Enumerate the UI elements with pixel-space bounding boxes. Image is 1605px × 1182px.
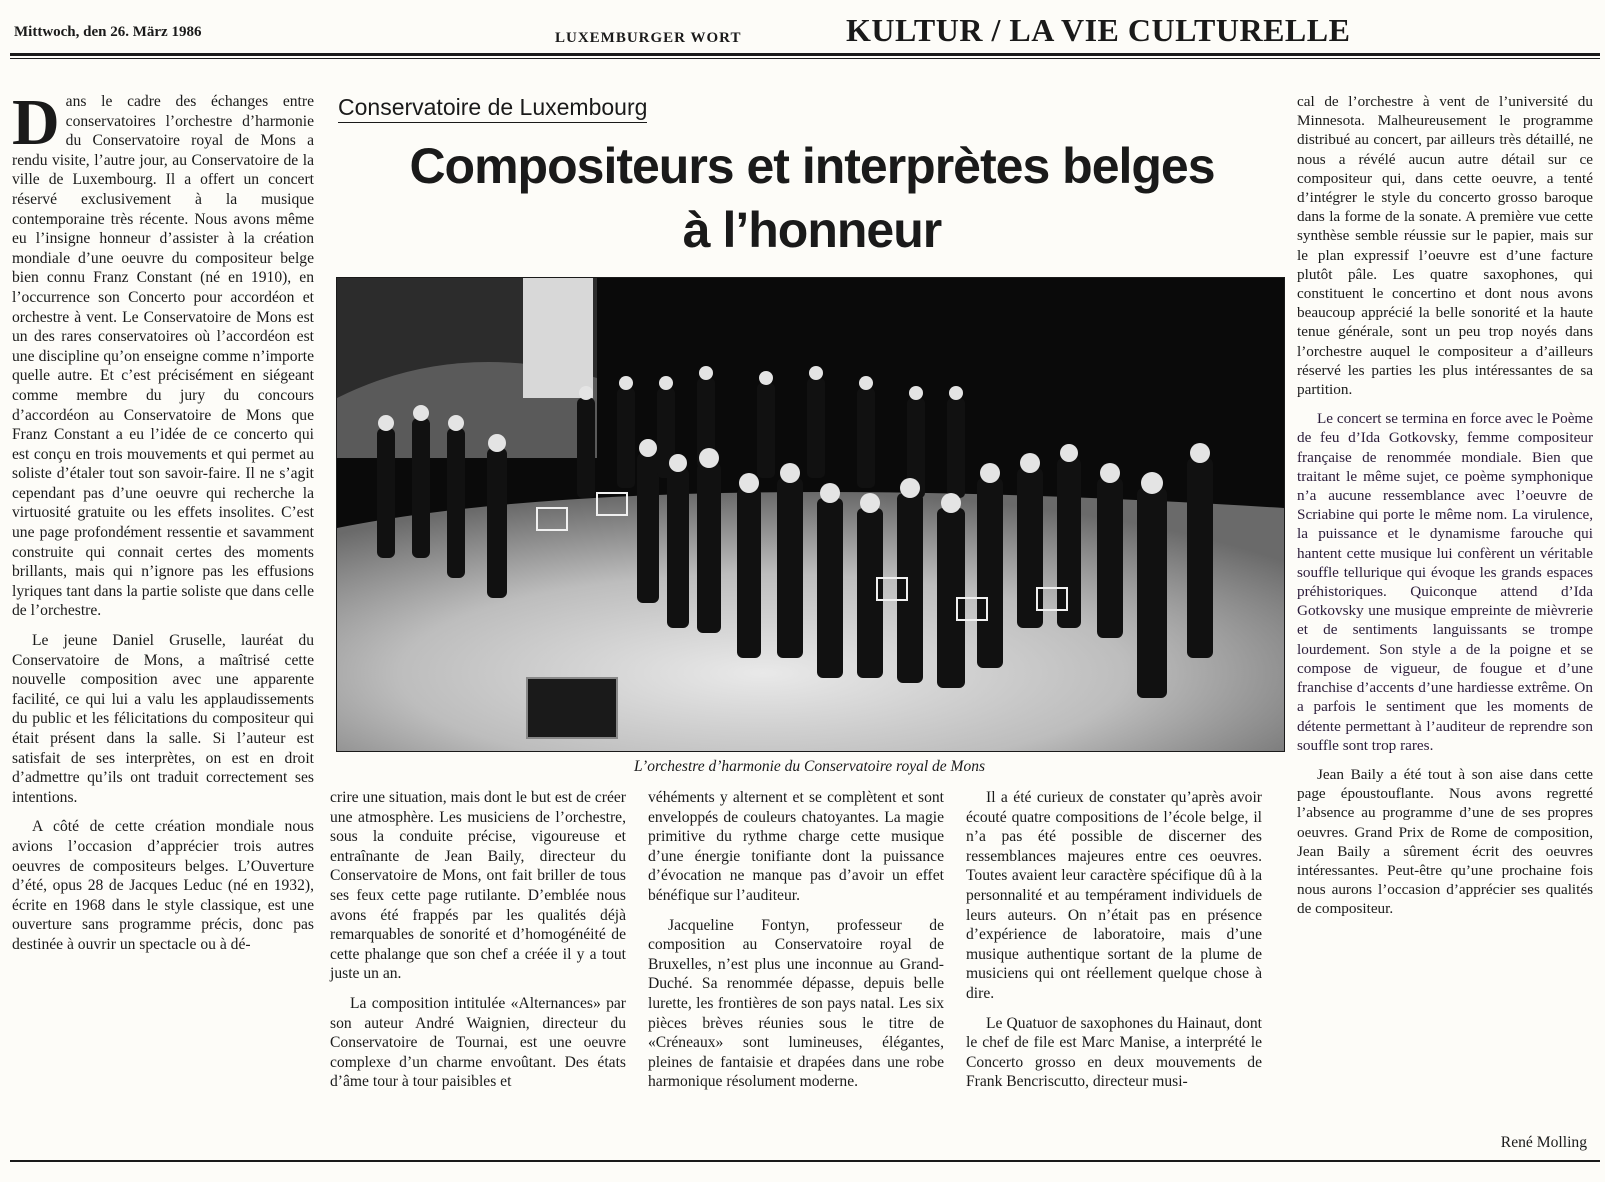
header-rule-thin [10, 58, 1600, 59]
photo-caption: L’orchestre d’harmonie du Conservatoire royal de Mons [634, 758, 985, 775]
issue-date: Mittwoch, den 26. März 1986 [14, 24, 202, 40]
paragraph: Il a été curieux de constater qu’après avoir écouté quatre compositions de l’école belge, il n’a pas été possible de discerner des ressemblances majeures entre ces oeuvres. Toutes avaient leur caractère spécifique dû à la personnalité et au tempérament individuels de leurs auteurs. On n’était pas en présence d’expérience de laboratoire, mais d’une musique authentique sortant de la plume de musiciens qui ont réellement quelque chose à dire. [966, 789, 1262, 1002]
column-3 [648, 788, 944, 1102]
footer-rule [10, 1160, 1600, 1162]
paragraph: Jacqueline Fontyn, professeur de composition au Conservatoire royal de Bruxelles, n’est plus une inconnue au Grand-Duché. Sa renommée dépasse, depuis belle lurette, les frontières de son pays natal. Les six pièces brèves réunies sous le titre de «Créneaux» sont lumineuses, élégantes, pleines de fantaisie et drapées dans une robe harmonique résolument moderne. [648, 916, 944, 1091]
photo-illustration [337, 278, 1284, 751]
paragraph: La composition intitulée «Alternances» par son auteur André Waignien, directeur du Conservatoire de Tournai, est une oeuvre complexe d’un charme envoûtant. Des états d’âme tour à tour paisibles et [330, 994, 626, 1091]
paragraph: Dans le cadre des échanges entre conservatoires l’orchestre d’harmonie du Conservatoire royal de Mons a rendu visite, l’autre jour, au Conservatoire de la ville de Luxembourg. Il a offert un concert réservé exclusivement à la musique contemporaine très récente. Nous avons même eu l’insigne honneur d’assister à la création mondiale d’une oeuvre du compositeur belge bien connu Franz Constant (né en 1910), en l’occurrence son Concerto pour accordéon et orchestre à vent. Le Conservatoire de Mons est un des rares conservatoires où l’accordéon est une discipline qu’on enseigne comme n’importe quelle autre. Et c’est précisément en siégeant comme membre du jury du concours d’accordéon au Conservatoire de Mons que Franz Constant a eu l’idée de ce concerto qui est conçu en trois mouvements et qui permet au soliste d’étaler tout son savoir-faire. Il ne s’agit cependant pas d’une oeuvre qui recherche la virtuosité gratuite ou les effets insolites. C’est une page profondément ressentie et savamment construite qui connait certes des moments brillants, mais qui n’ignore pas les effusions lyriques tant dans la partie soliste que dans celle de l’orchestre. [12, 86, 314, 620]
drop-cap: D [12, 86, 60, 159]
newspaper-name: LUXEMBURGER WORT [555, 30, 742, 46]
paragraph: Le concert se termina en force avec le Poème de feu d’Ida Gotkovsky, femme compositeur française de renommée mondiale. Bien que traitant le même sujet, ce poème symphonique n’a aucune ressemblance avec l’oeuvre de Scriabine qui porte le même nom. La virulence, la puissance et le dynamisme farouche qui hantent cette musique lui confèrent un véritable souffle tellurique qui évoque les grands espaces préhistoriques. Quiconque attend d’Ida Gotkovsky une musique empreinte de mièvrerie et de sentiments languissants se trompe lourdement. Son style a de la poigne et se compose de vigueur, de fougue et d’une franchise d’accents d’une hardiesse extrême. On a parfois le sentiment que les moments de détente permettant à l’auditeur de reprendre son souffle sont trop rares. [1297, 410, 1593, 754]
section-title: KULTUR / LA VIE CULTURELLE [846, 12, 1351, 48]
headline-line-2: à l’honneur [682, 202, 942, 258]
paragraph: A côté de cette création mondiale nous avions l’occasion d’apprécier trois autres oeuvres de compositeurs belges. L’Ouverture d’été, opus 28 de Jacques Leduc (né en 1932), écrite en 1968 dans le style classique, est une ouverture sans programme précis, donc pas destinée à ouvrir un spectacle ou à dé- [12, 818, 314, 953]
paragraph: Le Quatuor de saxophones du Hainaut, dont le chef de file est Marc Manise, a interprété le Concerto grosso en deux mouvements de Frank Bencriscutto, directeur musi- [966, 1014, 1262, 1091]
column-4 [966, 788, 1262, 1102]
column-1 [12, 86, 314, 965]
paragraph: Jean Baily a été tout à son aise dans cette page époustouflante. Nous avons regretté l’absence au programme d’une de ses propres oeuvres. Grand Prix de Rome de composition, Jean Baily a sûrement écrit des oeuvres intéressantes. Peut-être qu’une prochaine fois nous aurons l’occasion d’apprécier ses qualités de compositeur. [1297, 765, 1593, 918]
paragraph: crire une situation, mais dont le but est de créer une atmosphère. Les musiciens de l’orchestre, sous la conduite précise, vigoureuse et entraînante de Jean Baily, directeur du Conservatoire de Mons, ont fait briller de tous ses feux cette page rutilante. D’emblée nous avons été frappés par les qualités déjà remarquables de sonorité et d’homogénéité de cette phalange que son chef a créée il y a tout juste un an. [330, 789, 626, 983]
paragraph: Le jeune Daniel Gruselle, lauréat du Conservatoire de Mons, a maîtrisé cette nouvelle composition avec une apparente facilité, ce qui lui a valu les applaudissements du public et les félicitations du compositeur qui était présent dans la salle. Si l’auteur est satisfait de ses interprètes, on est en droit d’admettre qu’ils ont traduit correctement ses intentions. [12, 632, 314, 806]
article-kicker: Conservatoire de Luxembourg [338, 94, 647, 123]
article-headline [332, 134, 1292, 262]
paragraph: véhéments y alternent et se complètent et sont enveloppés de couleurs chatoyantes. La magie primitive du rythme charge cette musique d’une énergie tonifiante dont la puissance d’évocation ne manque pas d’avoir un effet bénéfique sur l’auditeur. [648, 789, 944, 904]
column-2 [330, 788, 626, 1102]
headline-line-1: Compositeurs et interprètes belges [409, 138, 1215, 194]
column-5 [1297, 92, 1593, 929]
orchestra-photo [336, 277, 1285, 752]
author-signature: René Molling [1500, 1134, 1587, 1151]
header-rule [10, 53, 1600, 56]
paragraph: cal de l’orchestre à vent de l’université du Minnesota. Malheureusement le programme distribué au concert, par ailleurs très détaillé, ne nous a révélé aucun autre détail sur ce compositeur qui, dans cette oeuvre, a tenté d’intégrer le style du concerto grosso baroque dans la forme de la sonate. A première vue cette synthèse semble réussie sur le papier, mais sur le plan expressif l’oeuvre est d’une facture plutôt pâle. Les quatre saxophones, qui constituent le concertino et dont nous avons beaucoup apprécié la belle sonorité et la haute tenue générale, sont un peu trop noyés dans l’orchestre auquel le compositeur a d’ailleurs réservé les parties les plus intéressantes de sa partition. [1297, 93, 1593, 399]
